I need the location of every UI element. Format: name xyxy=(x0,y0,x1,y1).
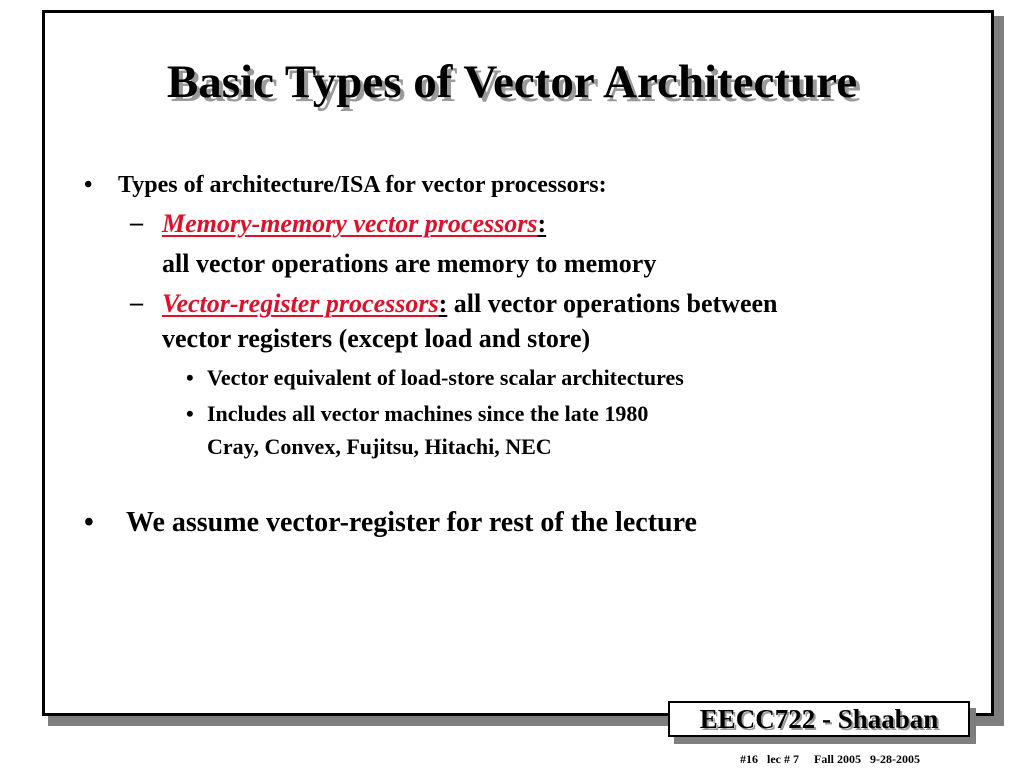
subitem-memory-memory-description: all vector operations are memory to memory xyxy=(162,249,657,278)
bullet-marker: • xyxy=(186,365,194,390)
bullet-text: Types of architecture/ISA for vector processors: xyxy=(118,172,607,198)
term-memory-memory-vector-processors: Memory-memory vector processors xyxy=(162,209,538,238)
term-colon: : xyxy=(438,289,448,318)
subsubitem-text: Includes all vector machines since the late 1980 xyxy=(207,401,649,426)
bullet-text: We assume vector-register for rest of the lecture xyxy=(126,507,697,538)
term-vector-register-processors: Vector-register processors xyxy=(162,289,439,318)
dash-marker: – xyxy=(130,288,143,317)
term-colon: : xyxy=(537,209,547,238)
subitem-vector-register xyxy=(162,287,778,321)
footer-slide-meta: #16 lec # 7 Fall 2005 9-28-2005 xyxy=(740,752,920,766)
bullet-marker: • xyxy=(84,507,94,538)
footer-course-label xyxy=(668,701,970,737)
slide-title: Basic Types of Vector Architecture xyxy=(166,56,858,108)
subsubitem-vendors-text: Cray, Convex, Fujitsu, Hitachi, NEC xyxy=(207,434,552,459)
title-container xyxy=(0,52,1024,112)
subitem-vector-register-line2: vector registers (except load and store) xyxy=(162,324,591,353)
slide-frame xyxy=(42,10,994,716)
bullet-marker: • xyxy=(84,172,93,198)
subsubitem-text: Vector equivalent of load-store scalar architectures xyxy=(207,365,684,390)
bullet-marker: • xyxy=(186,401,194,426)
footer-course-text: EECC722 - Shaaban xyxy=(699,704,939,734)
subitem-memory-memory xyxy=(162,207,546,241)
dash-marker: – xyxy=(130,208,143,237)
subitem-vector-register-text: all vector operations between xyxy=(447,289,778,318)
